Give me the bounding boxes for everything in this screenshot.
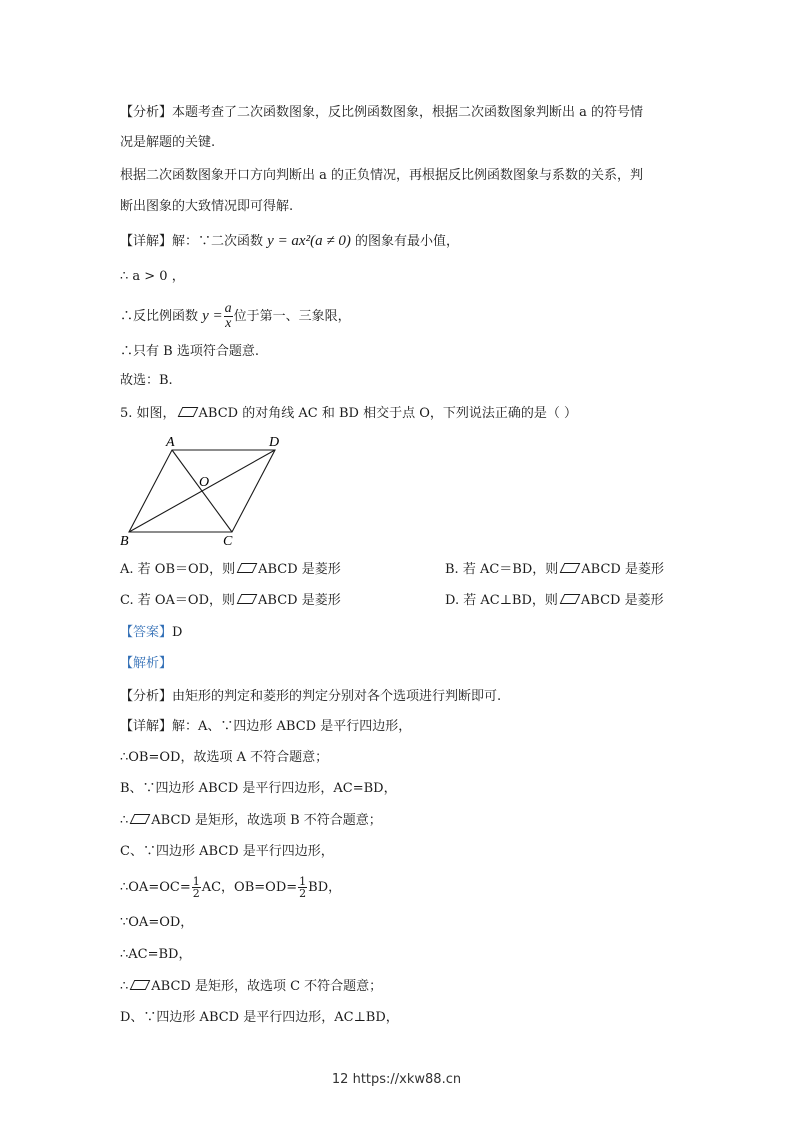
fraction-a-over-x: $\frac{a}{x}$	[224, 301, 232, 331]
detail-line-1: 【详解】解：∵二次函数 y = ax²(a ≠ 0) 的图象有最小值，	[120, 233, 459, 249]
analysis-line-1: 【分析】本题考查了二次函数图象，反比例函数图象，根据二次函数图象判断出 a 的符号情	[120, 105, 644, 120]
detail2-line-10: D、∵四边形 ABCD 是平行四边形，AC⊥BD，	[120, 1010, 399, 1025]
quadratic-formula: y = ax²(a ≠ 0)	[267, 233, 351, 249]
detail2-line-7: ∵OA=OD，	[120, 915, 194, 930]
jiexi-tag: 【解析】	[120, 656, 173, 671]
detail2-line-4: ∴ ABCD 是矩形，故选项 B 不符合题意；	[120, 813, 382, 828]
detail2-line-8: ∴AC=BD，	[120, 947, 192, 962]
detail2-line-3: B、∵四边形 ABCD 是平行四边形，AC=BD，	[120, 781, 397, 796]
answer-tag: 【答案】	[120, 625, 173, 640]
detail2-line-9: ∴ ABCD 是矩形，故选项 C 不符合题意；	[120, 979, 383, 994]
detail2-line-2: ∴OB=OD，故选项 A 不符合题意；	[120, 750, 329, 765]
detail-line-3: ∴反比例函数 y = $\frac{a}{x}$ 位于第一、三象限，	[120, 301, 351, 331]
analysis-line-2: 况是解题的关键.	[120, 135, 216, 150]
label-a: A	[166, 435, 175, 450]
detail-line-4: ∴只有 B 选项符合题意.	[120, 344, 259, 359]
label-d: D	[269, 435, 280, 450]
analysis-line-4: 断出图象的大致情况即可得解.	[120, 199, 294, 214]
fraction-one-half: $\frac{1}{2}$	[299, 875, 307, 900]
parallelogram-icon	[560, 563, 581, 573]
analysis-tag: 【分析】	[120, 105, 173, 120]
detail-line-5: 故选：B.	[120, 373, 173, 388]
detail2-line-1: 【详解】解：A、∵四边形 ABCD 是平行四边形，	[120, 719, 412, 734]
option-c: C. 若 OA＝OD，则 ABCD 是菱形	[120, 593, 341, 608]
parallelogram-icon	[237, 594, 258, 604]
parallelogram-icon	[177, 407, 198, 417]
label-b: B	[120, 534, 129, 549]
label-o: O	[199, 475, 210, 490]
answer-line	[120, 624, 182, 642]
analysis-line-3: 根据二次函数图象开口方向判断出 a 的正负情况，再根据反比例函数图象与系数的关系，判	[120, 168, 644, 183]
detail-line-2: ∴ a > 0 ，	[120, 269, 185, 284]
detail2-line-6: ∴OA=OC= $\frac{1}{2}$ AC，OB=OD= $\frac{1}{2}$ BD，	[120, 875, 342, 900]
option-b: B. 若 AC＝BD，则 ABCD 是菱形	[445, 562, 664, 577]
parallelogram-figure	[112, 432, 292, 550]
detail-tag: 【详解】	[120, 234, 173, 249]
detail2-line-5: C、∵四边形 ABCD 是平行四边形，	[120, 844, 334, 859]
option-d: D. 若 AC⊥BD，则 ABCD 是菱形	[445, 593, 664, 608]
analysis2-line: 【分析】由矩形的判定和菱形的判定分别对各个选项进行判断即可.	[120, 689, 502, 704]
parallelogram-icon	[130, 814, 151, 824]
parallelogram-icon	[130, 980, 151, 990]
parallelogram-icon	[237, 563, 258, 573]
fraction-one-half: $\frac{1}{2}$	[192, 875, 200, 900]
option-a: A. 若 OB＝OD，则 ABCD 是菱形	[120, 562, 341, 577]
parallelogram-icon	[560, 594, 581, 604]
question-5-stem: 5. 如图， ABCD 的对角线 AC 和 BD 相交于点 O，下列说法正确的是（ ）	[120, 406, 577, 421]
label-c: C	[223, 534, 233, 549]
page-footer: 12 https://xkw88.cn	[331, 1072, 462, 1087]
answer-value: D	[172, 625, 183, 640]
